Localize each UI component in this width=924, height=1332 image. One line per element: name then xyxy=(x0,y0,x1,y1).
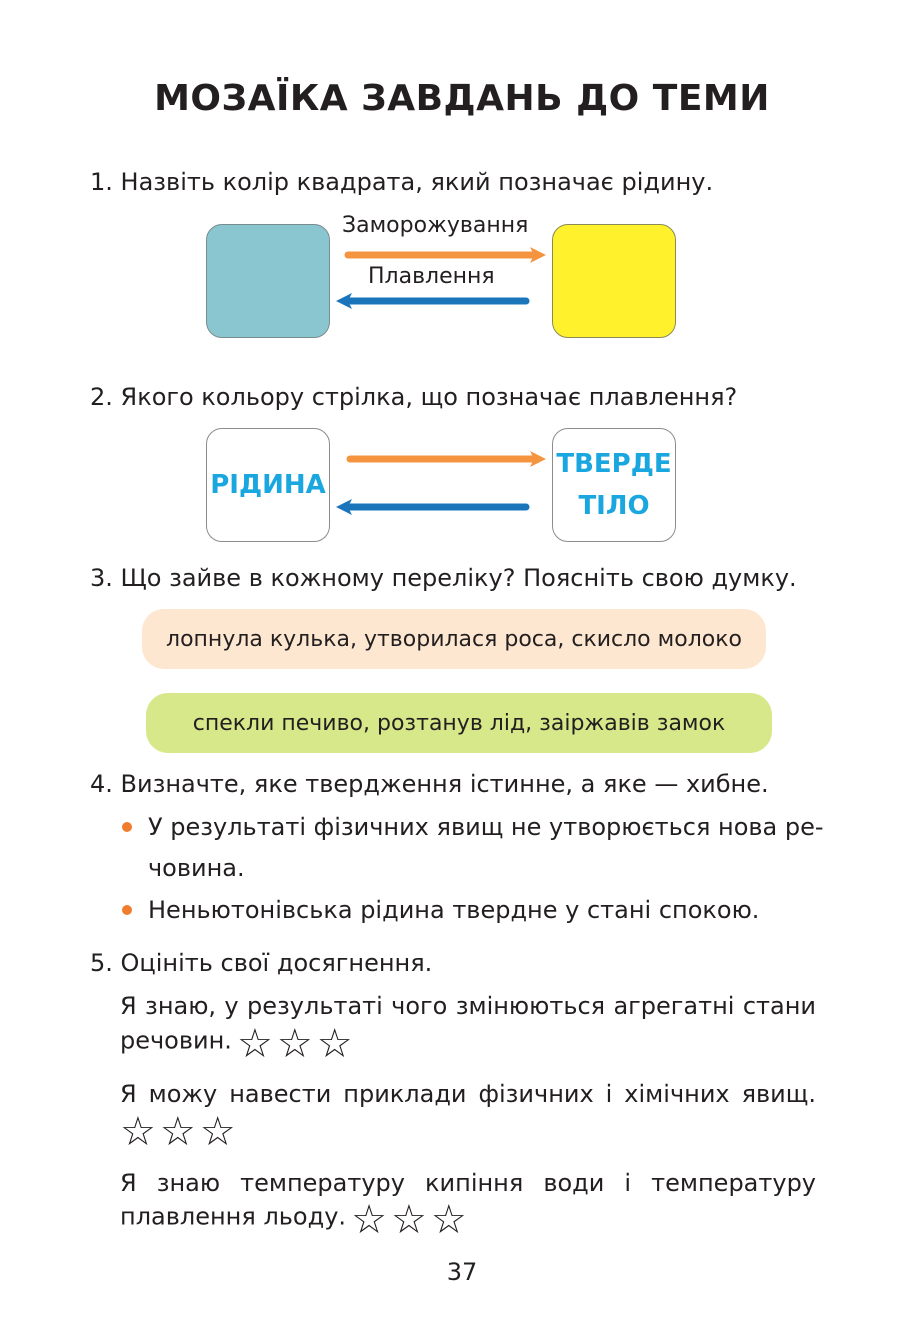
list-2-text: спекли печиво, розтанув лід, заіржавів замок xyxy=(192,710,726,736)
rating-stars-2[interactable] xyxy=(120,1109,240,1155)
star-icon[interactable]: ☆ xyxy=(276,1021,313,1067)
solid-square xyxy=(552,224,676,338)
star-icon[interactable]: ☆ xyxy=(430,1197,467,1243)
question-1: 1. Назвіть колір квадрата, який позначає рідину. xyxy=(90,168,714,196)
freeze-arrow xyxy=(348,247,546,263)
q2-arrows xyxy=(330,444,554,516)
question-5: 5. Оцініть свої досягнення. xyxy=(90,949,433,977)
star-icon[interactable]: ☆ xyxy=(159,1109,196,1155)
self-assessment-2-line2 xyxy=(120,1109,240,1155)
blue-arrow xyxy=(336,499,526,515)
statement-1-line2: човина. xyxy=(148,854,245,882)
melting-label: Плавлення xyxy=(368,264,495,289)
list-1-text: лопнула кулька, утворилася роса, скисло молоко xyxy=(166,626,742,652)
liquid-box xyxy=(206,428,330,542)
rating-stars-1[interactable] xyxy=(237,1021,357,1067)
page-number: 37 xyxy=(446,1258,478,1286)
bullet-icon xyxy=(122,905,132,915)
self-assessment-3-line1: Я знаю температуру кипіння води і температуру xyxy=(120,1169,816,1197)
question-4: 4. Визначте, яке твердження істинне, а яке — хибне. xyxy=(90,770,769,798)
statement-1-line1: У результаті фізичних явищ не утворюється нова ре- xyxy=(148,813,824,841)
question-2: 2. Якого кольору стрілка, що позначає плавлення? xyxy=(90,383,738,411)
solid-box xyxy=(552,428,676,542)
star-icon[interactable]: ☆ xyxy=(390,1197,427,1243)
star-icon[interactable]: ☆ xyxy=(316,1021,353,1067)
liquid-label: РІДИНА xyxy=(210,470,326,500)
solid-label-line1: ТВЕРДЕ xyxy=(556,449,672,479)
melt-arrow xyxy=(336,293,526,309)
star-icon[interactable]: ☆ xyxy=(199,1109,236,1155)
bullet-icon xyxy=(122,822,132,832)
liquid-square xyxy=(206,224,330,338)
star-icon[interactable]: ☆ xyxy=(351,1197,387,1243)
self-assessment-1-line2 xyxy=(120,1021,357,1067)
self-assessment-1-text: речовин. xyxy=(120,1026,232,1055)
list-1 xyxy=(142,609,766,669)
page-title: МОЗАЇКА ЗАВДАНЬ ДО ТЕМИ xyxy=(154,78,770,119)
self-assessment-3-line2 xyxy=(120,1197,471,1243)
freezing-label: Заморожування xyxy=(342,213,529,238)
self-assessment-3-text: плавлення льоду. xyxy=(120,1202,347,1231)
self-assessment-1-line1: Я знаю, у результаті чого змінюються агрегатні стани xyxy=(120,992,816,1020)
star-icon[interactable]: ☆ xyxy=(120,1109,156,1155)
list-2 xyxy=(146,693,772,753)
q1-arrows xyxy=(330,240,554,312)
solid-label-line2: ТІЛО xyxy=(578,491,650,521)
statement-2: Неньютонівська рідина твердне у стані спокою. xyxy=(148,896,760,924)
star-icon[interactable]: ☆ xyxy=(237,1021,273,1067)
self-assessment-2-line1: Я можу навести приклади фізичних і хімічних явищ. xyxy=(120,1080,816,1108)
orange-arrow xyxy=(350,451,546,467)
rating-stars-3[interactable] xyxy=(351,1197,471,1243)
question-3: 3. Що зайве в кожному переліку? Поясніть свою думку. xyxy=(90,564,797,592)
